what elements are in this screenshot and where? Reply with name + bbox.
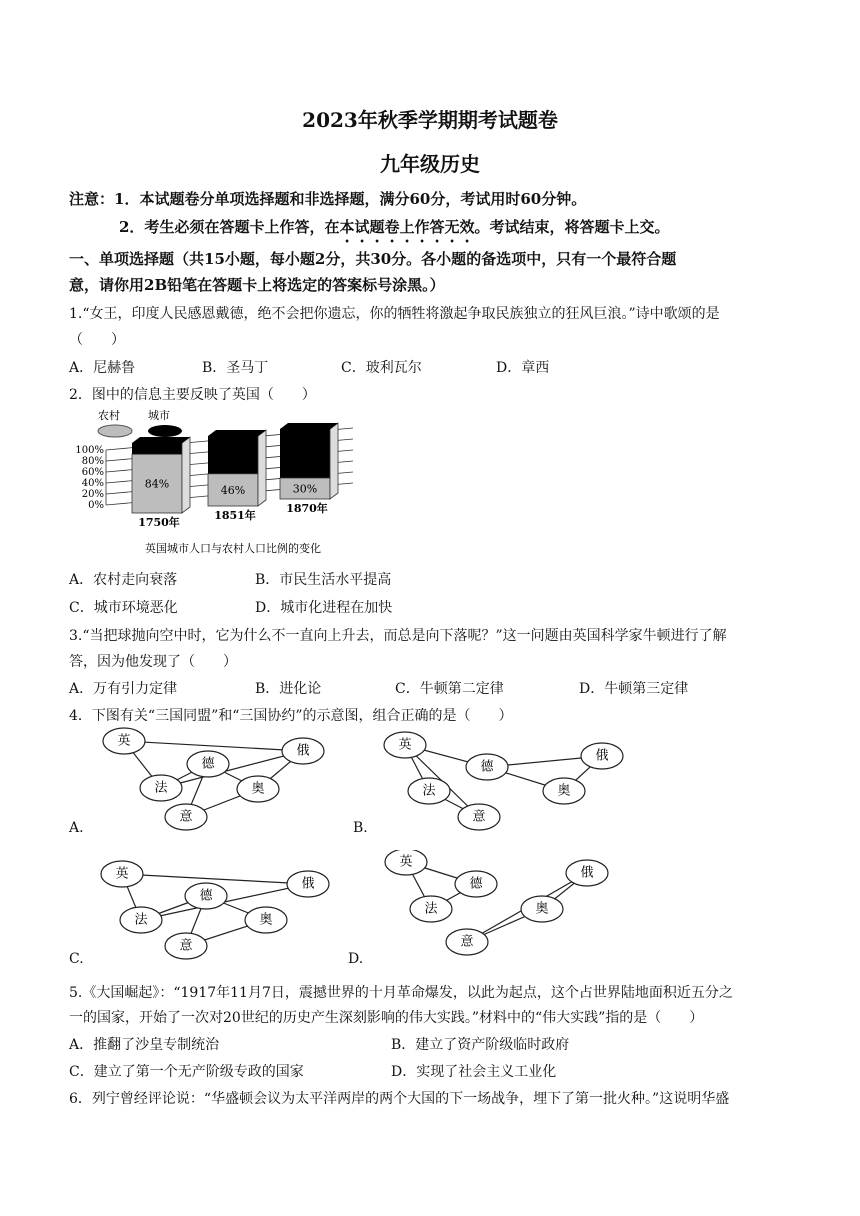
y-axis-ticks [75,445,104,511]
notice-line-1 [69,188,586,209]
y-tick-label: 0% [88,500,104,511]
section-1-heading-line-2: 意，请你用2B铅笔在答题卡上将选定的答案标号涂黑。） [69,276,445,294]
bar-urban [280,429,330,478]
node-ying: 英 [399,854,413,870]
node-e: 俄 [301,876,315,892]
node-yi: 意 [472,809,486,825]
notice-emphasis: 本试题卷上作答无效 [339,218,475,236]
q4-diagram-a [92,724,332,836]
notice-label: 注意： [69,190,115,208]
node-e: 俄 [580,865,594,881]
q3-option-c: C．牛顿第二定律 [395,681,504,697]
q5-option-d: D．实现了社会主义工业化 [391,1064,557,1080]
q6-stem-1: 6．列宁曾经评论说：“华盛顿会议为太平洋两岸的两个大国的下一场战争，埋下了第一批火种。”这说明华盛 [69,1091,730,1107]
node-e: 俄 [296,743,310,759]
chart-legend [98,408,182,437]
bar-data-label: 30% [292,482,318,496]
q2-option-c: C．城市环境恶化 [69,600,178,616]
node-ying: 英 [398,737,412,753]
q1-option-b: B．圣马丁 [202,360,269,376]
node-yi: 意 [179,938,193,954]
y-tick-label: 100% [75,445,104,456]
node-de: 德 [480,759,494,775]
q1-option-d: D．章西 [496,360,550,376]
bar-side [330,423,338,499]
q4-label-d: D. [348,951,364,967]
node-ying: 英 [117,733,131,749]
q5-option-b: B．建立了资产阶级临时政府 [391,1037,570,1053]
node-de: 德 [469,876,483,892]
q2-option-d: D．城市化进程在加快 [255,600,393,616]
node-fa: 法 [424,901,438,917]
q3-stem-2: 答，因为他发现了（ ） [69,654,237,670]
q2-stem: 2．图中的信息主要反映了英国（ ） [69,387,316,403]
q5-option-a: A．推翻了沙皇专制统治 [69,1037,220,1053]
section-1-heading-line-1: 一、单项选择题（共15小题，每小题2分，共30分。各小题的备选项中，只有一个最符合题 [69,250,677,268]
node-ao: 奥 [251,781,265,797]
node-ao: 奥 [259,912,273,928]
bar-data-label: 46% [220,483,246,497]
bar-top [280,423,338,429]
q2-option-a: A．农村走向衰落 [69,572,178,588]
q4-diagram-d [372,850,632,965]
notice-text-1: 1．本试题卷分单项选择题和非选择题，满分60分，考试用时60分钟。 [114,190,587,208]
q1-option-a: A．尼赫鲁 [69,360,136,376]
node-de: 德 [201,756,215,772]
legend-urban-swatch [148,425,182,437]
bar-side [258,430,266,506]
node-de: 德 [199,888,213,904]
node-yi: 意 [460,934,474,950]
bar-data-label: 84% [144,477,170,491]
x-category-label: 1870年 [286,502,328,515]
chart-bars [132,423,338,529]
q2-option-b: B．市民生活水平提高 [255,572,392,588]
q3-stem-1: 3.“当把球抛向空中时，它为什么不一直向上升去，而总是向下落呢？”这一问题由英国科学家牛顿进行了解 [69,628,727,644]
node-ao: 奥 [535,901,549,917]
q1-stem-2: （ ） [69,332,125,348]
q3-option-d: D．牛顿第三定律 [579,681,689,697]
node-ying: 英 [115,866,129,882]
y-tick-label: 20% [81,489,104,500]
legend-rural-swatch [98,425,132,437]
q5-stem-2: 一的国家，开始了一次对20世纪的历史产生深刻影响的伟大实践。”材料中的“伟大实践”指的是（ ） [69,1010,704,1026]
bar-top [208,430,266,436]
population-chart [68,406,378,562]
q4-label-b: B. [353,820,368,836]
legend-urban-label: 城市 [148,409,170,422]
q5-stem-1: 5.《大国崛起》：“1917年11月7日，震撼世界的十月革命爆发，以此为起点，这个占世界陆地面积近五分之 [69,985,733,1001]
q4-diagram-b [372,728,632,838]
y-tick-label: 60% [81,467,104,478]
node-ao: 奥 [557,783,571,799]
x-category-label: 1851年 [214,509,256,522]
node-fa: 法 [154,780,168,796]
bar-urban [208,436,258,474]
q3-option-b: B．进化论 [255,681,322,697]
x-category-label: 1750年 [138,516,180,529]
bar-urban [132,443,182,454]
q3-option-a: A．万有引力定律 [69,681,178,697]
notice-text-2a: 2．考生必须在答题卡上作答，在 [119,218,340,236]
exam-title: 2023年秋季学期期考试题卷 [302,108,558,132]
q4-diagram-c [92,856,332,968]
y-tick-label: 40% [81,478,104,489]
legend-rural-label: 农村 [98,409,120,422]
bar-side [182,437,190,513]
q4-label-a: A. [69,820,84,836]
bar-top [132,437,190,443]
q5-option-c: C．建立了第一个无产阶级专政的国家 [69,1064,304,1080]
q4-label-c: C. [69,951,84,967]
node-fa: 法 [134,912,148,928]
notice-text-2b: 。考试结束，将答题卡上交。 [474,218,670,236]
q1-option-c: C．玻利瓦尔 [341,360,422,376]
node-fa: 法 [422,783,436,799]
q4-stem: 4．下图有关“三国同盟”和“三国协约”的示意图，组合正确的是（ ） [69,708,513,724]
node-e: 俄 [595,748,609,764]
notice-line-2 [119,216,669,246]
exam-subtitle: 九年级历史 [380,152,480,176]
chart-caption: 英国城市人口与农村人口比例的变化 [145,542,321,555]
y-tick-label: 80% [81,456,104,467]
node-yi: 意 [179,809,193,825]
q1-stem-1: 1.“女王，印度人民感恩戴德，绝不会把你遗忘，你的牺牲将激起争取民族独立的狂风巨浪。”诗中歌颂的是 [69,306,720,322]
